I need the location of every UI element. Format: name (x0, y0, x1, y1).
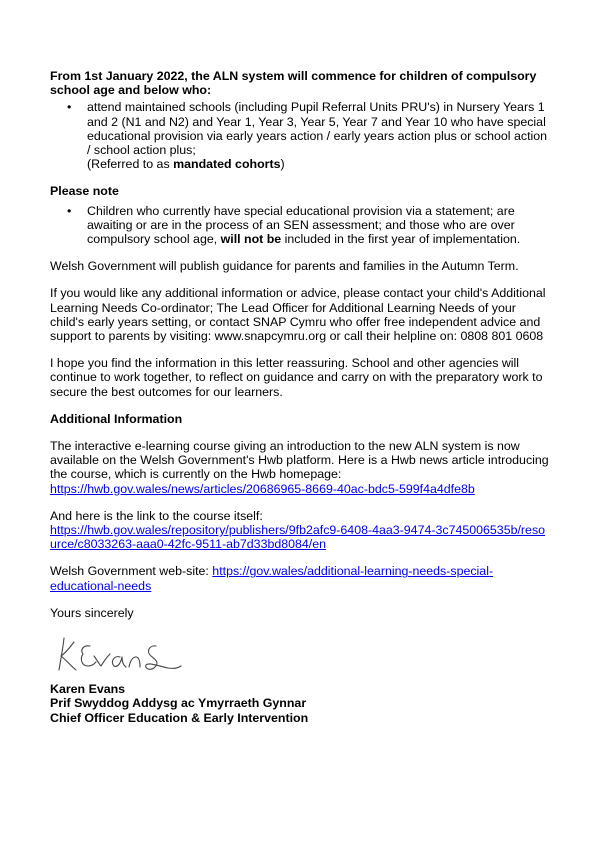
gov-wales-link[interactable]: https://gov.wales/additional-learning-needs-special-educational-needs (50, 564, 494, 593)
course-link-paragraph: And here is the link to the course itself: https://hwb.gov.wales/repository/publishers/9fb2afc9-6408-4aa3-9474-3c745006535b/resource/c8033263-aaa0-42fc-9511-ab7d33bd8084/en (50, 508, 546, 552)
signature-icon (50, 630, 200, 682)
reassure-paragraph: I hope you find the information in this letter reassuring. School and other agencies will continue to work together, to reflect on guidance and carry on with the preparatory work to secure the best outcomes for our learners. (50, 356, 543, 399)
handwritten-signature (50, 630, 550, 682)
please-note-heading: Please note (50, 184, 119, 199)
bullet-icon: • (67, 100, 72, 115)
mandated-cohorts-term: mandated cohorts (173, 157, 281, 172)
sign-off: Yours sincerely (50, 605, 134, 620)
website-paragraph: Welsh Government web-site: https://gov.wales/additional-learning-needs-special-educational-needs (50, 564, 494, 593)
signatory-title-english: Chief Officer Education & Early Intervention (50, 710, 309, 725)
contact-paragraph: If you would like any additional information or advice, please contact your child's Additional Learning Needs Co-ordinator; The Lead Officer for Additional Learning Needs of your child's early years setting, or contact SNAP Cymru who offer free independent advice and support to parents by visiting: www.snapcymru.org or call their helpline on: 0808 801 0608 (50, 286, 546, 344)
course-paragraph: The interactive e-learning course giving an introduction to the new ALN system is now available on the Welsh Government's Hwb platform. Here is a Hwb news article introducing the course, which is currently on the Hwb homepage: https://hwb.gov.wales/news/articles/20686965-8669-40ac-bdc5-599f4a4dfe8b (50, 439, 549, 496)
guidance-paragraph: Welsh Government will publish guidance for parents and families in the Autumn Term. (50, 259, 519, 274)
please-note-bullet-text: Children who currently have special educational provision via a statement; are awaiting or are in the process of an SEN assessment; and those who are over compulsory school age, will not be included in the first year of implementation. (87, 203, 521, 247)
intro-heading: From 1st January 2022, the ALN system will commence for children of compulsory school age and below who: (50, 69, 537, 98)
additional-info-heading: Additional Information (50, 411, 183, 426)
bullet-icon: • (67, 203, 72, 218)
signatory-name: Karen Evans (50, 682, 126, 697)
signatory-title-welsh: Prif Swyddog Addysg ac Ymyrraeth Gynnar (50, 696, 307, 711)
hwb-news-link[interactable]: https://hwb.gov.wales/news/articles/20686965-8669-40ac-bdc5-599f4a4dfe8b (50, 481, 475, 496)
intro-bullet-text: attend maintained schools (including Pupil Referral Units PRU's) in Nursery Years 1 and 2 (N1 and N2) and Year 1, Year 3, Year 5, Year 7 and Year 10 who have special educational provision via early years action / early years action plus or school action / school action plus; (Referred to as mandated cohorts) (87, 100, 548, 172)
letter-body (50, 69, 550, 725)
intro-bullet (50, 100, 550, 171)
hwb-course-link[interactable]: https://hwb.gov.wales/repository/publishers/9fb2afc9-6408-4aa3-9474-3c745006535b/resource/c8033263-aaa0-42fc-9511-ab7d33bd8084/en (50, 523, 546, 552)
please-note-bullet (50, 204, 550, 247)
